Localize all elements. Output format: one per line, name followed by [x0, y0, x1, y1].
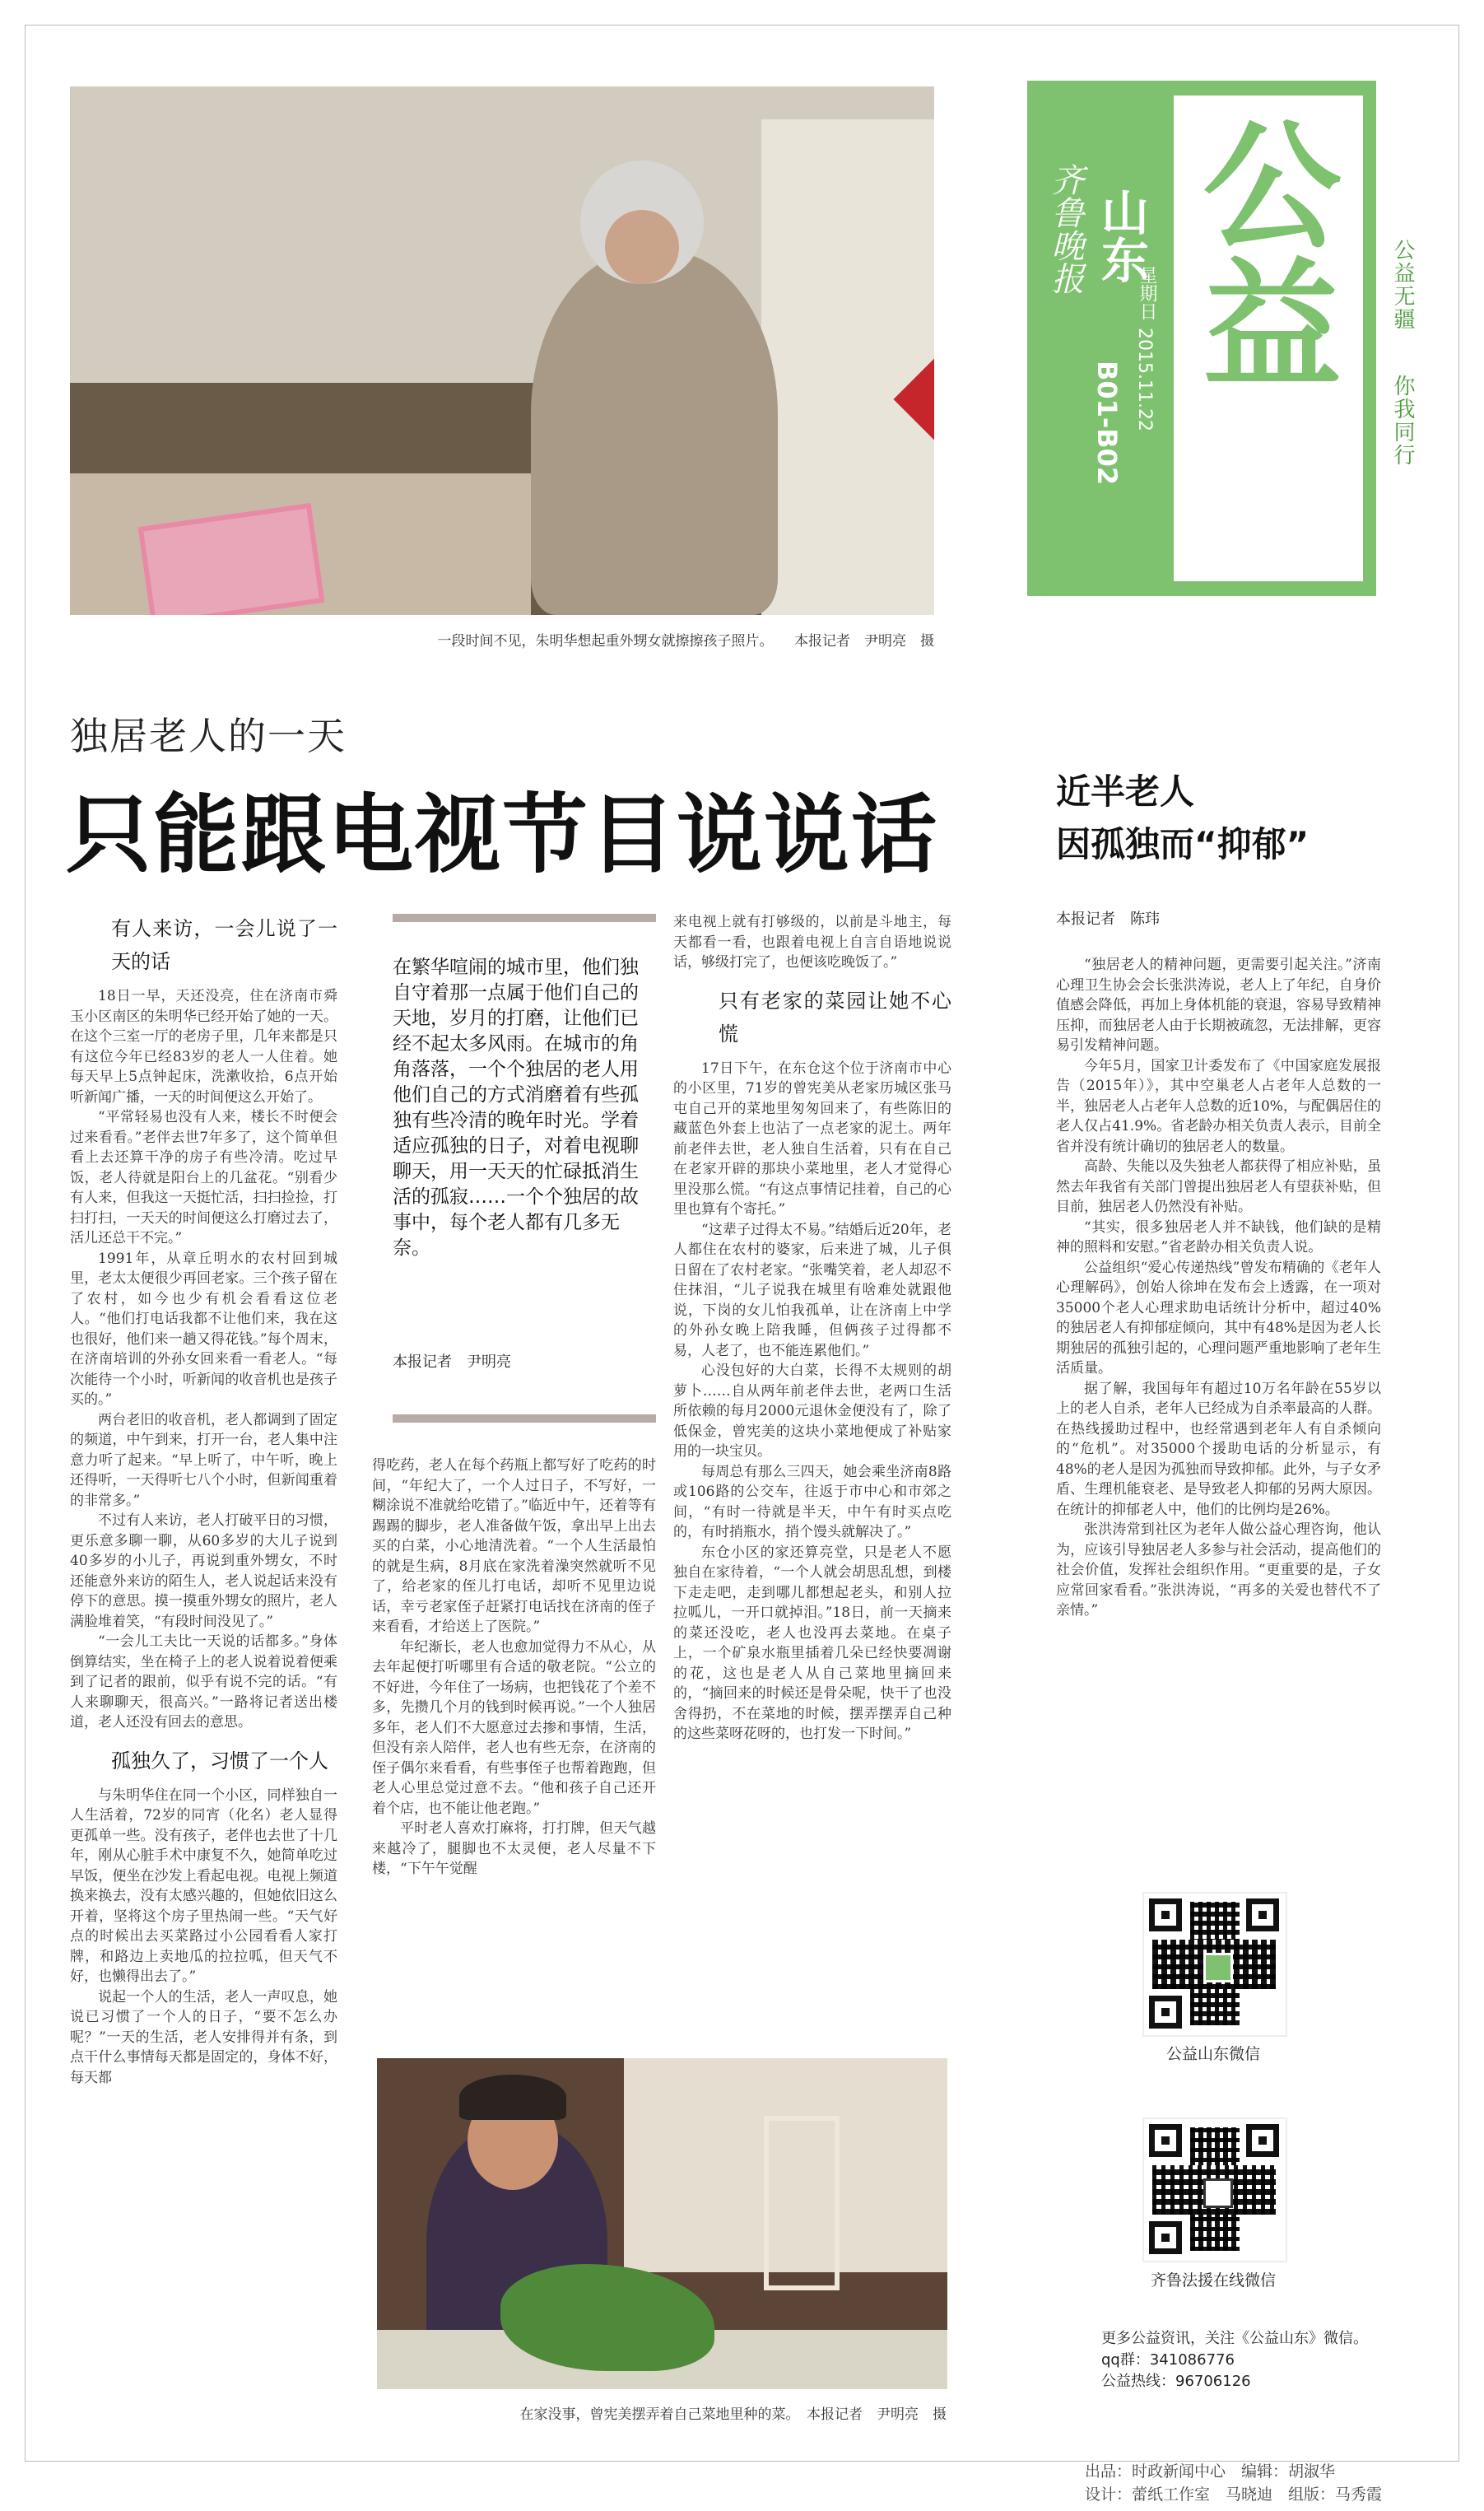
side-paragraph: 今年5月，国家卫计委发布了《中国家庭发展报告（2015年）》，其中空巢老人占老年人总数的一半，独居老人占老年人总数的近10%，与配偶居住的老人仅占41.9%。省老龄办相关负责人表示，目前全省并没有统计确切的独居老人的数量。 [1056, 1057, 1381, 1155]
masthead [1027, 81, 1376, 596]
qr-code-qilu-legal-aid[interactable] [1142, 2117, 1287, 2262]
pull-quote: 在繁华喧闹的城市里，他们独自守着那一点属于他们自己的天地，岁月的打磨，让他们已经不起太多风雨。在城市的角角落落，一个个独居的老人用他们自己的方式消磨着有些孤独有些冷清的晚年时光。学着适应孤独的日子，对着电视聊聊天，用一天天的忙碌抵消生活的孤寂……一个个独居的故事中，每个老人都有几多无奈。 [393, 957, 639, 1259]
col2-paragraph: 平时老人喜欢打麻将，打打牌，但天气越来越冷了，腿脚也不太灵便，老人尽量不下楼，“下午午觉醒 [372, 1820, 656, 1877]
pull-byline: 本报记者 尹明亮 [393, 1353, 511, 1371]
masthead-weekday: 星期日 [1137, 266, 1157, 320]
col1-paragraph: 与朱明华住在同一个小区，同样独自一人生活着，72岁的同宵（化名）老人显得更孤单一些。没有孩子，老伴也去世了十几年，刚从心脏手术中康复不久，她简单吃过早饭，便坐在沙发上看起电视。电视上频道换来换去，没有太感兴趣的，但她依旧这么开着，坚将这个房子里热闹一些。“天气好点的时候出去买菜路过小公园看看人家打牌，和路边上卖地瓜的拉拉呱，但天气不好，也懒得出去了。” [70, 1787, 337, 1985]
masthead-date: 2015.11.22 [1134, 328, 1155, 431]
contact-block [1101, 2328, 1398, 2392]
subhead-3: 只有老家的菜园让她不心慌 [719, 989, 951, 1046]
col3-paragraph: 心没包好的大白菜，长得不太规则的胡萝卜……自从两年前老伴去世，老两口生活所依赖的每月2000元退休金便没有了，除了低保金，曾宪美的这块小菜地便成了补贴家用的一块宝贝。 [673, 1363, 951, 1460]
col1-paragraph: 不过有人来访，老人打破平日的习惯，更乐意多聊一聊，从60多岁的大儿子说到40多岁的小儿子，再说到重外甥女，不时还能意外来访的陌生人，老人说起话来没有停下的意思。摸一摸重外甥女的照片，老人满脸堆着笑，“有段时间没见了。” [70, 1512, 337, 1630]
masthead-section: 公益 [1180, 114, 1342, 390]
pullquote-bottom-bar [393, 1414, 656, 1423]
col3-paragraph: 每周总有那么三四天，她会乘坐济南8路或106路的公交车，往返于市中心和市郊之间，“有时一待就是半天，中午有时买点吃的，有时捎瓶水，捎个馒头就解决了。” [673, 1463, 951, 1540]
col1-paragraph: 1991年，从章丘明水的农村回到城里，老太太便很少再回老家。三个孩子留在了农村，如今也少有机会看看这位老人。“他们打电话我都不让他们来，我在这也很好，他们来一趟又得花钱。”每个周末，在济南培训的外孙女回来看一看老人。“每次能待一个小时，听新闻的收音机也是孩子买的。” [70, 1250, 337, 1408]
main-column-3 [673, 912, 951, 2040]
col1-paragraph: “平常轻易也没有人来，楼长不时便会过来看看。”老伴去世7年多了，这个简单但看上去还算干净的房子有些冷清。吃过早饭，老人待就是阳台上的几盆花。“别看少有人来，但我这一天挺忙活，扫扫捡捡，打扫打扫，一天天的时间便这么打磨过去了，活儿还总干不完。” [70, 1109, 337, 1246]
side-byline: 本报记者 陈玮 [1056, 911, 1160, 928]
subhead-1: 有人来访，一会儿说了一天的话 [111, 917, 337, 973]
col3-paragraph: 来电视上就有打够级的，以前是斗地主，每天都看一看，也跟着电视上自言自语地说说话，够级打完了，也便该吃晚饭了。” [673, 914, 951, 971]
col1-paragraph: 两台老旧的收音机，老人都调到了固定的频道，中午到来，打开一台，老人集中注意力听了起来。“早上听了，中午听，晚上还得听，一天得听七八个小时，但新闻重着的非常多。” [70, 1411, 337, 1509]
slogan-2: 你我同行 [1390, 375, 1415, 467]
main-column-2 [372, 1456, 656, 2040]
side-paragraph: 据了解，我国每年有超过10万名年龄在55岁以上的老人自杀，老年人已经成为自杀率最高的人群。在热线援助过程中，也经常遇到老年人有自杀倾向的“危机”。对35000个援助电话的分析显示，有48%的老人是因为孤独而导致抑郁。此外，与子女矛盾、生理机能衰老、是导致老人抑郁的另两大原因。在统计的抑郁老人中，他们的比例均是26%。 [1056, 1380, 1381, 1518]
qr-1-label: 公益山东微信 [1165, 2045, 1260, 2063]
side-headline-1: 近半老人 [1056, 771, 1195, 812]
contact-line-3: 公益热线：96706126 [1101, 2373, 1251, 2390]
col3-paragraph: 17日下午，在东仓这个位于济南市中心的小区里，71岁的曾宪美从老家历城区张马屯自己开的菜地里匆匆回来了，有些陈旧的藏蓝色外套上也沾了一点老家的泥土。两年前老伴去世，老人独自生活着，只有在自己在老家开辟的那块小菜地里，老人才觉得心里没那么慌。“有这点事情记挂着，自己的心里也算有个寄托。” [673, 1060, 951, 1218]
subhead-2: 孤独久了，习惯了一个人 [111, 1749, 328, 1773]
col3-paragraph: 东仓小区的家还算亮堂，只是老人不愿独自在家待着，“一个人就会胡思乱想，到楼下走走吧，走到哪儿都想起老头，和别人拉拉呱儿，一开口就掉泪。”18日，前一天摘来的菜还没吃，老人也没再去菜地。在桌子上，一个矿泉水瓶里插着几朵已经快要凋谢的花，这也是老人从自己菜地里摘回来的，“摘回来的时候还是骨朵呢，快干了也没舍得扔，不在菜地的时候，摆弄摆弄自己种的这些菜呀花呀的，也打发一下时间。” [673, 1544, 951, 1742]
side-paragraph: 公益组织“爱心传递热线”曾发布精确的《老年人心理解码》，创始人徐坤在发布会上透露，在一项对35000个老人心理求助电话统计分析中，超过40%的独居老人有抑郁症倾向，其中有48%是因为老人长期独居的孤独引起的，心理问题严重地影响了老年生活质量。 [1056, 1259, 1381, 1377]
masthead-pages: B01-B02 [1091, 361, 1123, 486]
col1-paragraph: 18日一早，天还没亮，住在济南市舜玉小区南区的朱明华已经开始了她的一天。在这个三室一厅的老房子里，几年来都是只有这位今年已经83岁的老人一人住着。她每天早上5点钟起床，洗漱收拾，6点开始听新闻广播，一天的时间便这么开始了。 [70, 988, 337, 1106]
side-headline-2: 因孤独而“抑郁” [1056, 824, 1310, 864]
side-paragraph: “其实，很多独居老人并不缺钱，他们缺的是精神的照料和安慰。”省老龄办相关负责人说。 [1056, 1218, 1381, 1256]
top-photo-credit: 本报记者 尹明亮 摄 [794, 633, 934, 650]
bottom-photo-caption: 在家没事，曾宪美摆弄着自己菜地里种的菜。 [519, 2406, 793, 2423]
side-paragraph: 高龄、失能以及失独老人都获得了相应补贴，虽然去年我省有关部门曾提出独居老人有望获补贴，但目前，独居老人仍然没有补贴。 [1056, 1158, 1381, 1215]
qr-2-label: 齐鲁法援在线微信 [1150, 2271, 1276, 2290]
top-photo [70, 86, 934, 615]
col1-paragraph: “一会儿工夫比一天说的话都多。”身体倒算结实，坐在椅子上的老人说着说着便乘到了记者的跟前，似乎有说不完的话。“有人来聊聊天，很高兴。”一路将记者送出楼道，老人还没有回去的意思。 [70, 1633, 337, 1731]
side-paragraph: “独居老人的精神问题，更需要引起关注。”济南心理卫生协会会长张洪涛说，老人上了年纪，自身价值感会降低，再加上身体机能的衰退，容易导致精神压抑，而独居老人由于长期被疏忽，无法排解，更容易引发精神问题。 [1056, 957, 1381, 1054]
bottom-photo [377, 2058, 947, 2389]
masthead-paper-name: 齐鲁晚报 [1046, 163, 1084, 295]
main-column-1 [70, 912, 337, 2394]
qr-code-gongyi-shandong[interactable] [1142, 1892, 1287, 2037]
col2-paragraph: 得吃药，老人在每个药瓶上都写好了吃药的时间，“年纪大了，一个人过日子，不写好，一糊涂说不准就给吃错了。”临近中午，还着等有踢踢的脚步，老人准备做午饭，拿出早上出去买的白菜，小心地清洗着。“一个人生活最怕的就是生病，8月底在家洗着澡突然就听不见了，给老家的侄儿打电话，却听不见里边说话，幸亏老家侄子赶紧打电话找在济南的侄子来看看，才给送上了医院。” [372, 1457, 656, 1635]
top-photo-caption: 一段时间不见，朱明华想起重外甥女就擦擦孩子照片。 [437, 633, 766, 650]
footer-line-1: 出品：时政新闻中心 编辑：胡淑华 [1085, 2462, 1336, 2481]
story-headline: 只能跟电视节目说说话 [66, 785, 939, 885]
col1-paragraph: 说起一个人的生活，老人一声叹息，她说已习惯了一个人的日子，“要不怎么办呢？”一天的生活，老人安排得并有条，到点干什么事情每天都是固定的，身体不好，每天都 [70, 1988, 337, 2086]
contact-line-1: 更多公益资讯，关注《公益山东》微信。 [1101, 2330, 1368, 2347]
slogan-1: 公益无疆 [1390, 239, 1415, 331]
contact-line-2: qq群：341086776 [1101, 2351, 1235, 2369]
footer-line-2: 设计：蕾纸工作室 马晓迪 组版：马秀霞 [1085, 2485, 1383, 2504]
side-column [1056, 955, 1381, 1865]
pullquote-top-bar [393, 914, 656, 922]
story-kicker: 独居老人的一天 [70, 714, 347, 758]
col2-paragraph: 年纪渐长，老人也愈加觉得力不从心，从去年起便打听哪里有合适的敬老院。“公立的不好进，今年住了一场病，也把钱花了个差不多，先攒几个月的钱到时候再说。”一个人独居多年，老人们不大愿意过去掺和事情，生活，但没有亲人陪伴，老人也有些无奈，在济南的侄子偶尔来看看，有些事侄子也帮着跑跑，但老人心里总觉过意不去。“他和孩子自己还开着个店，也不能让他老跑。” [372, 1638, 656, 1817]
footer-credits [1085, 2460, 1439, 2506]
col3-paragraph: “这辈子过得太不易。”结婚后近20年，老人都住在农村的婆家，后来进了城，儿子俱日留在了农村老家。“张嘴笑着，老人却忍不住抹泪，“儿子说我在城里有啥难处就跟他说，下岗的女儿怕我孤单，让在济南上中学的外孙女晚上陪我睡，但俩孩子过得都不易，人老了，也不能连累他们。” [673, 1221, 951, 1359]
bottom-photo-credit: 本报记者 尹明亮 摄 [807, 2406, 947, 2423]
side-paragraph: 张洪涛常到社区为老年人做公益心理咨询，他认为，应该引导独居老人多参与社会活动，提高他们的社会价值，发挥社会组织作用。“更重要的是，子女应常回家看看。”张洪涛说，“再多的关爱也替代不了亲情。” [1056, 1521, 1381, 1619]
masthead-region: 山东 [1093, 188, 1149, 283]
